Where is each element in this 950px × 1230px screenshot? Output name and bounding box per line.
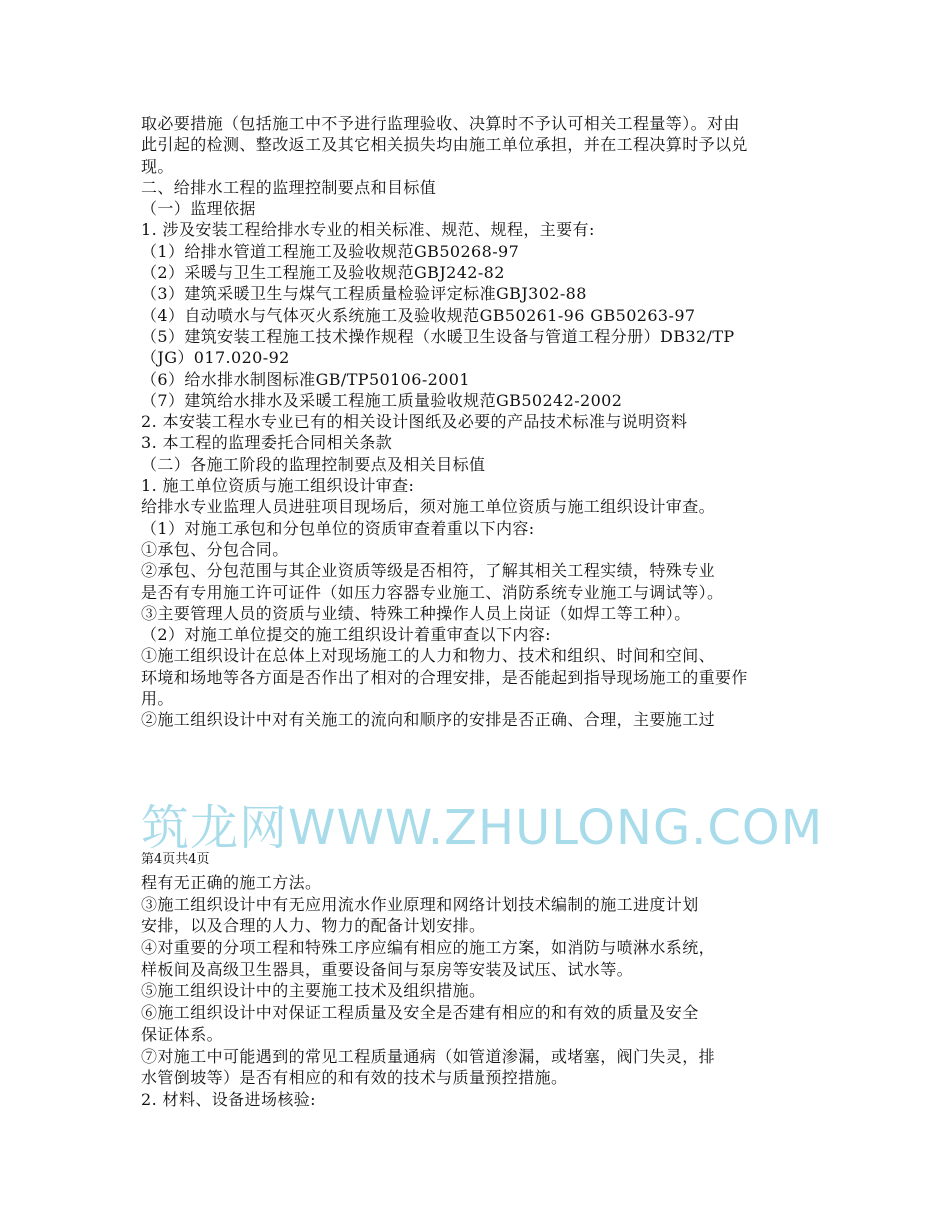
subsection-heading: （一）监理依据 xyxy=(141,199,256,219)
text-line: 程有无正确的施工方法。 xyxy=(141,873,322,892)
text-line: ②施工组织设计中对有关施工的流向和顺序的安排是否正确、合理，主要施工过 xyxy=(141,710,716,730)
text-line: 2. 本安装工程水专业已有的相关设计图纸及必要的产品技术标准与说明资料 xyxy=(141,412,688,432)
text-line: 1. 施工单位资质与施工组织设计审查: xyxy=(141,476,415,496)
standard-item: （7）建筑给水排水及采暖工程施工质量验收规范GB50242-2002 xyxy=(141,390,623,410)
text-line: 样板间及高级卫生器具，重要设备间与泵房等安装及试压、试水等。 xyxy=(141,959,634,979)
text-line: 1. 涉及安装工程给排水专业的相关标准、规范、规程，主要有: xyxy=(141,220,595,240)
standard-item: （5）建筑安装工程施工技术操作规程（水暖卫生设备与管道工程分册）DB32/TP xyxy=(141,326,735,346)
standard-item: （6）给水排水制图标准GB/TP50106-2001 xyxy=(141,369,470,389)
text-line: 取必要措施（包括施工中不予进行监理验收、决算时不予认可相关工程量等）。对由 xyxy=(141,114,740,133)
text-line: ⑤施工组织设计中的主要施工技术及组织措施。 xyxy=(141,981,486,1001)
text-line: ②承包、分包范围与其企业资质等级是否相符，了解其相关工程实绩，特殊专业 xyxy=(141,561,716,581)
text-line: 是否有专用施工许可证件（如压力容器专业施工、消防系统专业施工与调试等）。 xyxy=(141,582,724,602)
standard-item: （2）采暖与卫生工程施工及验收规范GBJ242-82 xyxy=(141,263,505,283)
text-line: 水管倒坡等）是否有相应的和有效的技术与质量预控措施。 xyxy=(141,1068,568,1088)
text-line: （2）对施工单位提交的施工组织设计着重审查以下内容: xyxy=(141,625,551,645)
text-line: 给排水专业监理人员进驻项目现场后，须对施工单位资质与施工组织设计审查。 xyxy=(141,497,716,517)
text-line: 用。 xyxy=(141,689,174,709)
standard-item: （1）给排水管道工程施工及验收规范GB50268-97 xyxy=(141,241,520,261)
text-line: 现。 xyxy=(141,156,174,176)
section-heading: 二、给排水工程的监理控制要点和目标值 xyxy=(141,177,437,197)
text-line: 3. 本工程的监理委托合同相关条款 xyxy=(141,433,393,453)
standard-item: （4）自动喷水与气体灭火系统施工及验收规范GB50261-96 GB50263-97 xyxy=(141,305,696,325)
text-line: ③施工组织设计中有无应用流水作业原理和网络计划技术编制的施工进度计划 xyxy=(141,894,699,914)
page-number: 第4页共4页 xyxy=(141,852,210,867)
text-line: 环境和场地等各方面是否作出了相对的合理安排，是否能起到指导现场施工的重要作 xyxy=(141,667,748,687)
text-line: ⑦对施工中可能遇到的常见工程质量通病（如管道渗漏，或堵塞，阀门失灵，排 xyxy=(141,1046,716,1066)
text-line: ①承包、分包合同。 xyxy=(141,539,289,559)
text-line: ⑥施工组织设计中对保证工程质量及安全是否建有相应的和有效的质量及安全 xyxy=(141,1003,699,1023)
text-line: 此引起的检测、整改返工及其它相关损失均由施工单位承担，并在工程决算时予以兑 xyxy=(141,135,748,155)
subsection-heading: （二）各施工阶段的监理控制要点及相关目标值 xyxy=(141,454,486,474)
text-line: ④对重要的分项工程和特殊工序应编有相应的施工方案，如消防与喷淋水系统， xyxy=(141,938,716,958)
text-line: 安排，以及合理的人力、物力的配备计划安排。 xyxy=(141,916,486,936)
text-line: （1）对施工承包和分包单位的资质审查着重以下内容: xyxy=(141,518,535,538)
text-line: ①施工组织设计在总体上对现场施工的人力和物力、技术和组织、时间和空间、 xyxy=(141,646,716,666)
body-text-upper xyxy=(141,113,821,731)
body-text-lower xyxy=(141,872,821,1111)
text-line: 2. 材料、设备进场核验: xyxy=(141,1089,316,1109)
standard-item: （3）建筑采暖卫生与煤气工程质量检验评定标准GBJ302-88 xyxy=(141,284,587,304)
text-line: 保证体系。 xyxy=(141,1024,224,1044)
standard-item: （JG）017.020-92 xyxy=(141,348,290,368)
watermark: 筑龙网WWW.ZHULONG.COM xyxy=(141,800,824,856)
text-line: ③主要管理人员的资质与业绩、特殊工种操作人员上岗证（如焊工等工种）。 xyxy=(141,603,691,623)
